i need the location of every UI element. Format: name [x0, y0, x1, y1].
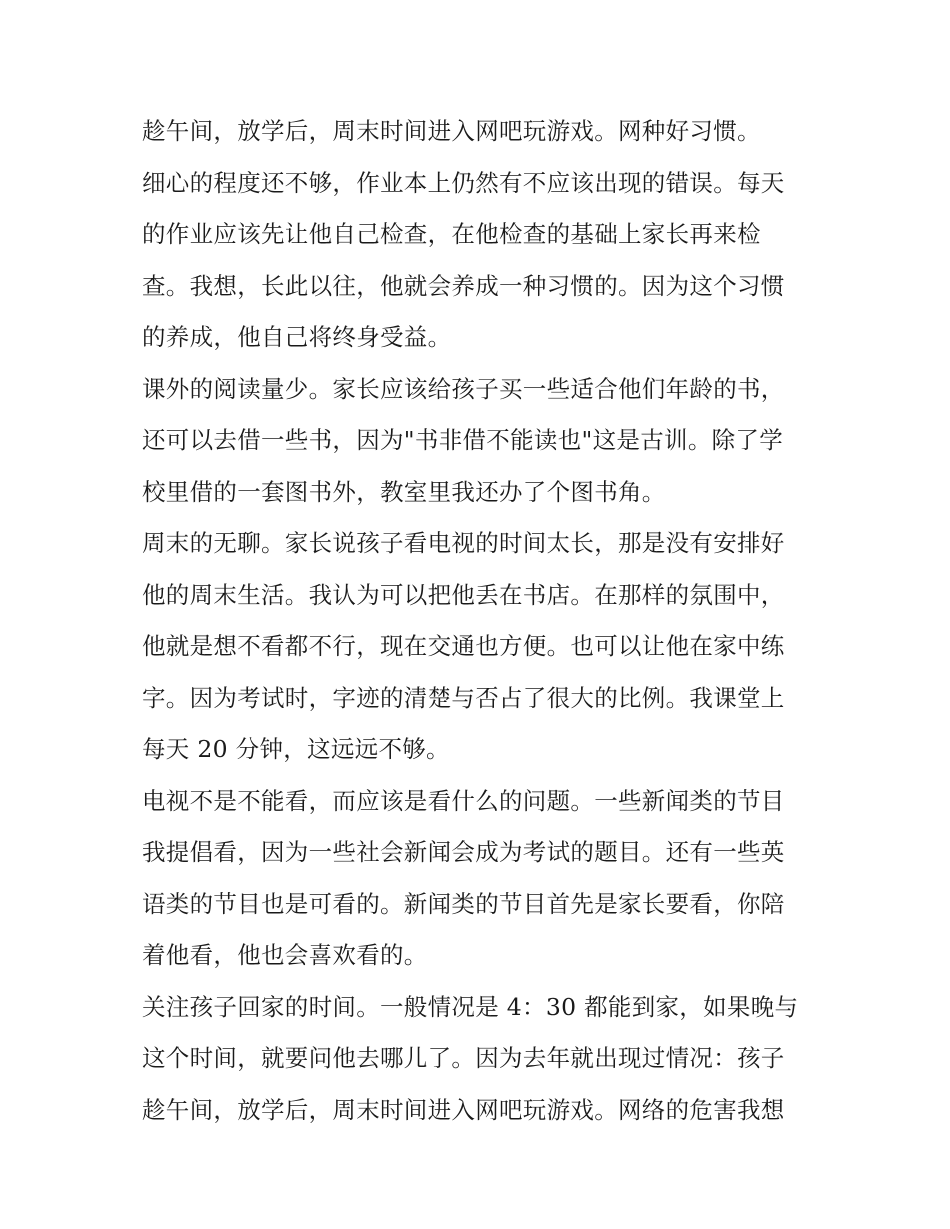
text-line: 我提倡看，因为一些社会新闻会成为考试的题目。还有一些英 — [142, 838, 785, 866]
text-line: 的作业应该先让他自己检查，在他检查的基础上家长再来检 — [142, 220, 761, 248]
text-line: 的养成，他自己将终身受益。 — [142, 323, 452, 351]
text-line: 每天 20 分钟，这远远不够。 — [142, 735, 450, 763]
text-line: 周末的无聊。家长说孩子看电视的时间太长，那是没有安排好 — [142, 529, 785, 557]
text-line: 他就是想不看都不行，现在交通也方便。也可以让他在家中练 — [142, 632, 785, 660]
text-line: 他的周末生活。我认为可以把他丢在书店。在那样的氛围中， — [142, 580, 785, 609]
text-line: 语类的节目也是可看的。新闻类的节目首先是家长要看，你陪 — [142, 889, 785, 918]
text-line: 还可以去借一些书，因为"书非借不能读也"这是古训。除了学 — [142, 426, 784, 454]
text-line: 电视不是不能看，而应该是看什么的问题。一些新闻类的节目 — [142, 786, 785, 815]
text-line: 字。因为考试时，字迹的清楚与否占了很大的比例。我课堂上 — [142, 683, 785, 712]
text-line: 查。我想，长此以往，他就会养成一种习惯的。因为这个习惯 — [142, 271, 785, 300]
text-line: 关注孩子回家的时间。一般情况是 4：30 都能到家，如果晚与 — [142, 992, 799, 1021]
text-line: 趁午间，放学后，周末时间进入网吧玩游戏。网络的危害我想 — [142, 1095, 785, 1124]
text-line: 校里借的一套图书外，教室里我还办了个图书角。 — [142, 477, 666, 506]
text-line: 着他看，他也会喜欢看的。 — [142, 941, 428, 969]
text-line: 这个时间，就要问他去哪儿了。因为去年就出现过情况：孩子 — [142, 1044, 785, 1072]
text-line: 趁午间，放学后，周末时间进入网吧玩游戏。网种好习惯。 — [142, 117, 761, 145]
text-line: 课外的阅读量少。家长应该给孩子买一些适合他们年龄的书， — [142, 374, 785, 403]
body-text — [142, 106, 822, 1136]
text-line: 细心的程度还不够，作业本上仍然有不应该出现的错误。每天 — [142, 168, 785, 197]
